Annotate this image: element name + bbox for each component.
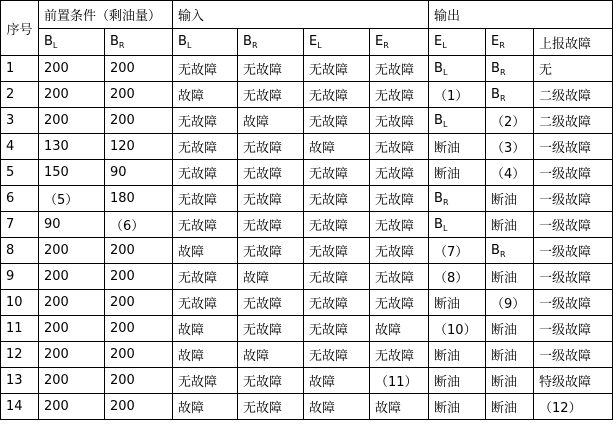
table-cell: 无故障 <box>304 186 370 212</box>
column-header <box>173 29 238 56</box>
table-row <box>1 264 613 290</box>
table-cell <box>429 108 486 134</box>
row-number: 9 <box>1 264 39 290</box>
table-cell: 二级故障 <box>534 82 613 108</box>
table-cell: 无故障 <box>238 368 304 394</box>
column-header <box>370 29 429 56</box>
table-cell: 无故障 <box>370 212 429 238</box>
table-cell: 故障 <box>173 238 238 264</box>
table-cell: （8） <box>429 264 486 290</box>
table-cell: 无故障 <box>370 82 429 108</box>
cell-subscript: R <box>499 67 506 77</box>
table-cell <box>486 82 534 108</box>
table-cell: 200 <box>105 290 173 316</box>
cell-subscript: L <box>186 41 192 50</box>
table-cell: 无故障 <box>370 56 429 82</box>
cell-symbol: B <box>44 34 53 49</box>
table-cell: 200 <box>39 82 105 108</box>
table-cell: （4） <box>486 160 534 186</box>
header-input: 输入 <box>173 1 429 29</box>
table-cell: 无 <box>534 56 613 82</box>
table-cell: 无故障 <box>304 56 370 82</box>
table-cell: （3） <box>486 134 534 160</box>
cell-subscript: R <box>499 93 506 103</box>
table-cell: 无故障 <box>173 186 238 212</box>
table-cell: 无故障 <box>238 56 304 82</box>
table-cell: 200 <box>39 108 105 134</box>
table-cell: 无故障 <box>173 134 238 160</box>
header-output: 输出 <box>429 1 613 29</box>
table-cell: 无故障 <box>238 160 304 186</box>
table-cell <box>429 56 486 82</box>
table-row <box>1 342 613 368</box>
table-cell: 无故障 <box>238 82 304 108</box>
cell-subscript: L <box>442 67 448 77</box>
cell-subscript: L <box>52 41 58 50</box>
table-row <box>1 82 613 108</box>
row-number: 7 <box>1 212 39 238</box>
table-cell: 无故障 <box>370 264 429 290</box>
row-number: 13 <box>1 368 39 394</box>
table-cell: 断油 <box>429 134 486 160</box>
cell-symbol: E <box>375 34 384 49</box>
table-cell: 180 <box>105 186 173 212</box>
table-cell: 200 <box>39 394 105 420</box>
table-cell: 一级故障 <box>534 264 613 290</box>
cell-symbol: B <box>434 216 443 232</box>
table-cell <box>429 186 486 212</box>
table-cell: 故障 <box>304 134 370 160</box>
row-number: 10 <box>1 290 39 316</box>
row-number: 6 <box>1 186 39 212</box>
table-cell: 200 <box>39 238 105 264</box>
cell-subscript: R <box>118 41 125 50</box>
table-cell: 无故障 <box>304 342 370 368</box>
table-cell: 200 <box>39 316 105 342</box>
table-cell: 无故障 <box>370 160 429 186</box>
cell-subscript: R <box>499 249 506 259</box>
table-row <box>1 160 613 186</box>
table-row <box>1 186 613 212</box>
table-cell: 无故障 <box>173 56 238 82</box>
table-cell: 200 <box>39 368 105 394</box>
table-cell: 无故障 <box>173 368 238 394</box>
cell-symbol: B <box>178 34 187 49</box>
table-cell: 无故障 <box>238 238 304 264</box>
table-cell: 无故障 <box>304 238 370 264</box>
cell-symbol: 上报故障 <box>539 36 592 52</box>
table-cell: （5） <box>39 186 105 212</box>
table-cell: 无故障 <box>304 160 370 186</box>
table-row <box>1 56 613 82</box>
table-cell <box>429 212 486 238</box>
cell-subscript: R <box>499 41 505 50</box>
table-cell: （6） <box>105 212 173 238</box>
table-cell: 故障 <box>370 316 429 342</box>
header-preconditions: 前置条件（剩油量） <box>39 1 173 29</box>
cell-symbol: B <box>491 86 500 102</box>
table-cell: 故障 <box>173 82 238 108</box>
table-cell <box>486 56 534 82</box>
header-row-2 <box>1 29 613 56</box>
cell-symbol: B <box>491 60 500 76</box>
table-cell: 一级故障 <box>534 134 613 160</box>
column-header <box>486 29 534 56</box>
table-cell: 无故障 <box>238 212 304 238</box>
table-cell: 故障 <box>238 264 304 290</box>
header-seq: 序号 <box>1 1 39 56</box>
table-cell: 一级故障 <box>534 342 613 368</box>
table-cell: 断油 <box>429 394 486 420</box>
table-cell: （10） <box>429 316 486 342</box>
table-row <box>1 290 613 316</box>
table-cell: 无故障 <box>238 186 304 212</box>
row-number: 2 <box>1 82 39 108</box>
table-cell: 200 <box>39 264 105 290</box>
cell-subscript: L <box>442 119 448 129</box>
row-number: 1 <box>1 56 39 82</box>
table-cell: 故障 <box>173 394 238 420</box>
table-row <box>1 212 613 238</box>
cell-symbol: B <box>434 190 443 206</box>
table-cell: 无故障 <box>304 264 370 290</box>
table-cell: （12） <box>534 394 613 420</box>
column-header <box>39 29 105 56</box>
row-number: 12 <box>1 342 39 368</box>
column-header <box>304 29 370 56</box>
table-cell: 200 <box>105 394 173 420</box>
cell-symbol: B <box>110 34 119 49</box>
row-number: 3 <box>1 108 39 134</box>
table-cell: 断油 <box>429 290 486 316</box>
table-cell: 150 <box>39 160 105 186</box>
cell-symbol: E <box>434 34 443 49</box>
table-cell: 无故障 <box>304 316 370 342</box>
table-cell: 200 <box>105 264 173 290</box>
column-header <box>534 29 613 56</box>
cell-subscript: R <box>251 41 258 50</box>
table-cell: 无故障 <box>370 342 429 368</box>
table-cell: 一级故障 <box>534 290 613 316</box>
table-cell: 一级故障 <box>534 238 613 264</box>
table-cell: 130 <box>39 134 105 160</box>
cell-symbol: B <box>243 34 252 49</box>
table-cell: 无故障 <box>173 212 238 238</box>
table-cell: 无故障 <box>238 290 304 316</box>
table-cell: 200 <box>105 368 173 394</box>
table-cell: 200 <box>39 342 105 368</box>
table-cell: （9） <box>486 290 534 316</box>
table-cell: 无故障 <box>304 290 370 316</box>
table-cell: 无故障 <box>238 394 304 420</box>
cell-subscript: R <box>442 197 449 207</box>
table-cell: 故障 <box>173 316 238 342</box>
table-row <box>1 108 613 134</box>
table-cell: 200 <box>105 316 173 342</box>
cell-symbol: B <box>434 60 443 76</box>
table-cell: 200 <box>105 238 173 264</box>
table-cell: 无故障 <box>304 212 370 238</box>
row-number: 11 <box>1 316 39 342</box>
column-header <box>105 29 173 56</box>
table-row <box>1 316 613 342</box>
row-number: 8 <box>1 238 39 264</box>
cell-symbol: B <box>491 242 500 258</box>
table-cell: 200 <box>105 56 173 82</box>
table-cell: 故障 <box>173 342 238 368</box>
table-cell: 无故障 <box>370 238 429 264</box>
table-cell: 一级故障 <box>534 160 613 186</box>
table-cell: 特级故障 <box>534 368 613 394</box>
table-cell: 无故障 <box>370 108 429 134</box>
table-cell: （7） <box>429 238 486 264</box>
table-cell: 断油 <box>486 186 534 212</box>
cell-symbol: E <box>491 34 500 49</box>
table-cell: 无故障 <box>370 134 429 160</box>
table-cell: 200 <box>105 342 173 368</box>
cell-subscript: L <box>317 41 322 50</box>
table-cell: 无故障 <box>370 290 429 316</box>
table-cell: 无故障 <box>370 186 429 212</box>
table-cell: 故障 <box>304 394 370 420</box>
table-cell: （1） <box>429 82 486 108</box>
table-cell: 二级故障 <box>534 108 613 134</box>
table-cell: 120 <box>105 134 173 160</box>
table-cell: 断油 <box>429 160 486 186</box>
table-cell: 90 <box>39 212 105 238</box>
table-cell: 断油 <box>486 394 534 420</box>
table-cell: 故障 <box>238 342 304 368</box>
table-cell: （11） <box>370 368 429 394</box>
cell-subscript: L <box>442 41 447 50</box>
table-cell: 故障 <box>238 108 304 134</box>
table-cell: 无故障 <box>304 82 370 108</box>
row-number: 14 <box>1 394 39 420</box>
table-cell: 断油 <box>486 264 534 290</box>
cell-symbol: E <box>309 34 318 49</box>
table-cell: 无故障 <box>173 264 238 290</box>
table-cell: （2） <box>486 108 534 134</box>
table-row <box>1 368 613 394</box>
table-row <box>1 238 613 264</box>
table-cell: 断油 <box>429 368 486 394</box>
table-cell: 断油 <box>486 368 534 394</box>
cell-subscript: R <box>383 41 389 50</box>
table-cell: 无故障 <box>238 316 304 342</box>
cell-subscript: L <box>442 223 448 233</box>
table-cell: 90 <box>105 160 173 186</box>
column-header <box>238 29 304 56</box>
cell-symbol: B <box>434 112 443 128</box>
table-cell: 200 <box>39 56 105 82</box>
table-cell: 断油 <box>486 316 534 342</box>
row-number: 4 <box>1 134 39 160</box>
table-cell: 200 <box>105 82 173 108</box>
table-cell: 断油 <box>429 342 486 368</box>
table-cell: 一级故障 <box>534 316 613 342</box>
table-cell: 一级故障 <box>534 212 613 238</box>
header-row-1 <box>1 1 613 29</box>
table-cell: 无故障 <box>173 160 238 186</box>
table-row <box>1 134 613 160</box>
table-cell: 一级故障 <box>534 186 613 212</box>
table-cell: 断油 <box>486 342 534 368</box>
table-row <box>1 394 613 420</box>
table-cell: 无故障 <box>173 108 238 134</box>
table-cell: 200 <box>105 108 173 134</box>
table-cell: 故障 <box>370 394 429 420</box>
table-cell: 故障 <box>304 368 370 394</box>
table-cell <box>486 238 534 264</box>
table-cell: 无故障 <box>304 108 370 134</box>
table-cell: 无故障 <box>173 290 238 316</box>
table-cell: 无故障 <box>238 134 304 160</box>
column-header <box>429 29 486 56</box>
row-number: 5 <box>1 160 39 186</box>
table-cell: 断油 <box>486 212 534 238</box>
table-cell: 200 <box>39 290 105 316</box>
